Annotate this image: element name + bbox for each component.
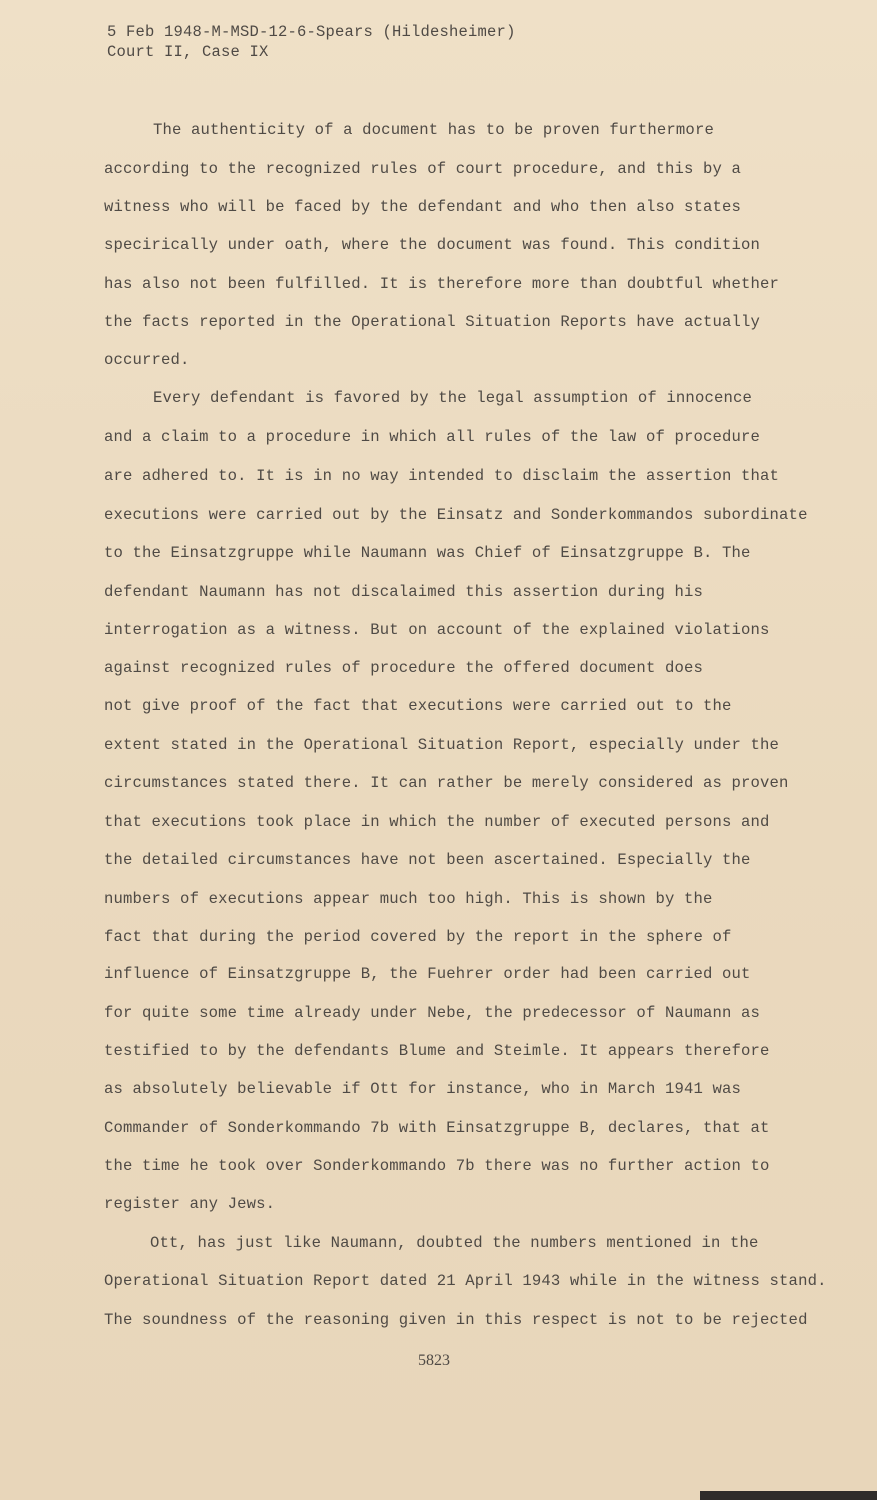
text-line: fact that during the period covered by the report in the sphere of xyxy=(104,928,732,946)
document-header xyxy=(107,22,516,62)
scan-edge-strip xyxy=(700,1491,877,1500)
text-line: Operational Situation Report dated 21 April 1943 while in the witness stand. xyxy=(104,1272,827,1290)
text-line: register any Jews. xyxy=(104,1195,276,1213)
text-line: Every defendant is favored by the legal assumption of innocence xyxy=(153,389,752,407)
page-number: 5823 xyxy=(418,1352,450,1369)
text-line: not give proof of the fact that executions were carried out to the xyxy=(104,697,732,715)
text-line: Commander of Sonderkommando 7b with Einsatzgruppe B, declares, that at xyxy=(104,1119,770,1137)
text-line: defendant Naumann has not discalaimed this assertion during his xyxy=(104,583,703,601)
text-line: The soundness of the reasoning given in this respect is not to be rejected xyxy=(104,1311,808,1329)
text-line: has also not been fulfilled. It is therefore more than doubtful whether xyxy=(104,275,780,293)
text-line: the time he took over Sonderkommando 7b there was no further action to xyxy=(104,1157,770,1175)
text-line: testified to by the defendants Blume and Steimle. It appears therefore xyxy=(104,1042,770,1060)
text-line: are adhered to. It is in no way intended to disclaim the assertion that xyxy=(104,467,780,485)
text-line: according to the recognized rules of court procedure, and this by a xyxy=(104,160,742,178)
text-line: against recognized rules of procedure the offered document does xyxy=(104,659,703,677)
text-line: to the Einsatzgruppe while Naumann was Chief of Einsatzgruppe B. The xyxy=(104,544,751,562)
text-line: that executions took place in which the number of executed persons and xyxy=(104,813,770,831)
header-reference: 5 Feb 1948-M-MSD-12-6-Spears (Hildesheimer) xyxy=(107,23,516,41)
text-line: The authenticity of a document has to be proven furthermore xyxy=(153,121,714,139)
text-line: witness who will be faced by the defendant and who then also states xyxy=(104,198,742,216)
text-line: and a claim to a procedure in which all rules of the law of procedure xyxy=(104,428,761,446)
text-line: occurred. xyxy=(104,351,190,369)
text-line: the detailed circumstances have not been ascertained. Especially the xyxy=(104,851,751,869)
text-line: specirically under oath, where the document was found. This condition xyxy=(104,236,761,254)
text-line: numbers of executions appear much too high. This is shown by the xyxy=(104,890,713,908)
text-line: the facts reported in the Operational Situation Reports have actually xyxy=(104,313,761,331)
text-line: as absolutely believable if Ott for instance, who in March 1941 was xyxy=(104,1080,742,1098)
text-line: extent stated in the Operational Situation Report, especially under the xyxy=(104,736,780,754)
text-line: interrogation as a witness. But on account of the explained violations xyxy=(104,621,770,639)
text-line: executions were carried out by the Einsatz and Sonderkommandos subordinate xyxy=(104,506,808,524)
header-court: Court II, Case IX xyxy=(107,43,269,61)
text-line: circumstances stated there. It can rather be merely considered as proven xyxy=(104,774,789,792)
text-line: Ott, has just like Naumann, doubted the numbers mentioned in the xyxy=(150,1234,759,1252)
text-line: influence of Einsatzgruppe B, the Fuehrer order had been carried out xyxy=(104,965,751,983)
text-line: for quite some time already under Nebe, the predecessor of Naumann as xyxy=(104,1004,761,1022)
